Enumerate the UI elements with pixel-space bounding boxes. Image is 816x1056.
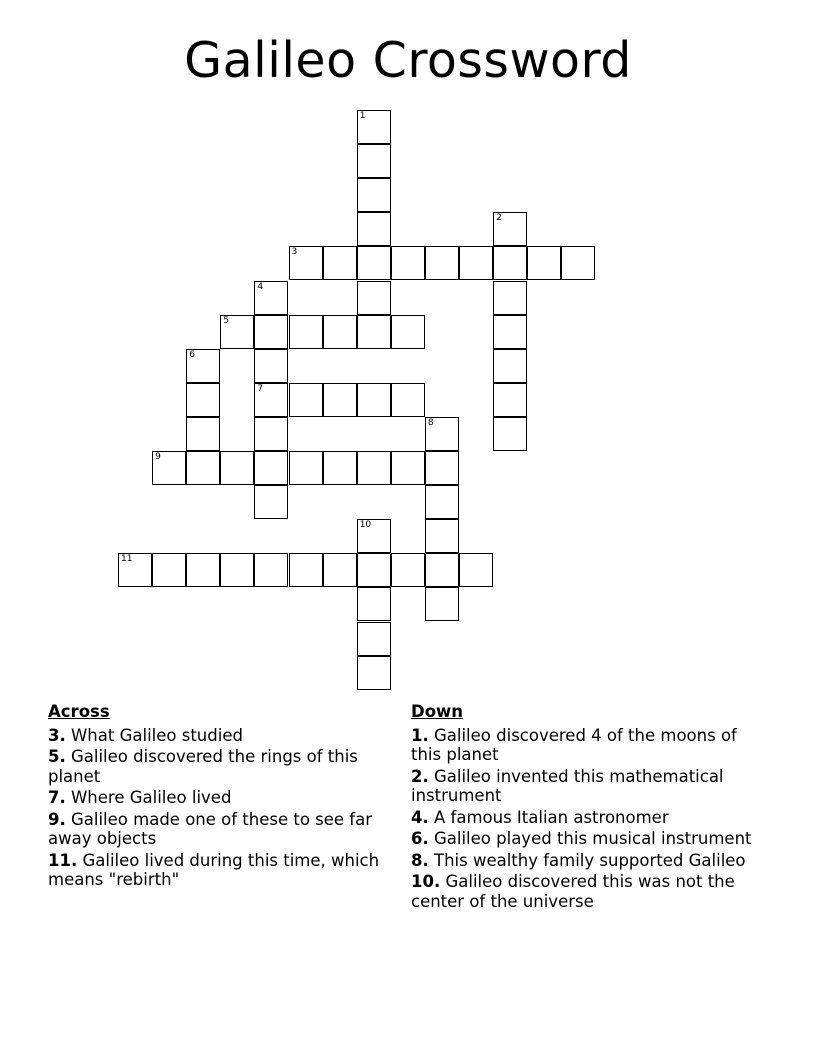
grid-cell[interactable] <box>425 485 459 519</box>
grid-cell[interactable] <box>357 383 391 417</box>
grid-cell[interactable] <box>527 246 561 280</box>
grid-cell[interactable] <box>459 246 493 280</box>
grid-cell[interactable] <box>323 451 357 485</box>
grid-cell[interactable] <box>425 417 459 451</box>
clue-text: A famous Italian astronomer <box>428 807 669 827</box>
across-clue <box>48 726 398 746</box>
grid-cell[interactable] <box>289 246 323 280</box>
clue-number: 10. <box>411 872 441 891</box>
grid-cell[interactable] <box>118 553 152 587</box>
grid-cell[interactable] <box>323 383 357 417</box>
grid-cell[interactable] <box>357 451 391 485</box>
grid-cell[interactable] <box>323 315 357 349</box>
clue-number: 11. <box>48 850 78 870</box>
grid-cell[interactable] <box>561 246 595 280</box>
grid-cell[interactable] <box>391 246 425 280</box>
grid-cell[interactable] <box>425 587 459 621</box>
clue-text: Galileo discovered 4 of the moons of this planet <box>411 725 737 764</box>
clue-text: This wealthy family supported Galileo <box>428 850 746 870</box>
cell-number: 3 <box>291 247 298 258</box>
cell-number: 9 <box>155 452 161 462</box>
grid-cell[interactable] <box>459 553 493 587</box>
clue-number: 6. <box>411 829 429 848</box>
grid-cell[interactable] <box>254 315 288 349</box>
clue-text: Galileo discovered this was not the center of the universe <box>411 872 735 911</box>
cell-number: 2 <box>496 213 502 224</box>
grid-cell[interactable] <box>323 246 357 280</box>
across-clue <box>48 747 398 786</box>
grid-cell[interactable] <box>425 246 459 280</box>
cell-number: 1 <box>359 111 366 121</box>
grid-cell[interactable] <box>254 349 288 383</box>
grid-cell[interactable] <box>152 451 186 485</box>
clue-text: Galileo made one of these to see far away objects <box>48 809 373 848</box>
grid-cell[interactable] <box>357 144 391 178</box>
grid-cell[interactable] <box>493 281 527 315</box>
grid-cell[interactable] <box>357 587 391 621</box>
cell-number: 6 <box>189 349 195 360</box>
clue-number: 4. <box>411 807 429 827</box>
grid-cell[interactable] <box>289 553 323 587</box>
grid-cell[interactable] <box>254 417 288 451</box>
clue-number: 5. <box>48 747 66 766</box>
across-heading: Across <box>48 702 110 721</box>
across-clue-list <box>48 726 398 890</box>
grid-cell[interactable] <box>254 451 288 485</box>
down-clue <box>411 851 771 871</box>
down-clue-list <box>411 726 771 912</box>
grid-cell[interactable] <box>357 656 391 690</box>
across-clues <box>48 702 398 892</box>
grid-cell[interactable] <box>254 281 288 315</box>
cell-number: 4 <box>257 281 264 292</box>
across-clue <box>48 788 398 808</box>
grid-cell[interactable] <box>493 349 527 383</box>
grid-cell[interactable] <box>220 315 254 349</box>
clue-text: Where Galileo lived <box>65 788 232 807</box>
grid-cell[interactable] <box>391 451 425 485</box>
grid-cell[interactable] <box>254 485 288 519</box>
grid-cell[interactable] <box>357 553 391 587</box>
grid-cell[interactable] <box>391 553 425 587</box>
clue-number: 3. <box>48 725 66 745</box>
down-clue <box>411 726 771 765</box>
grid-cell[interactable] <box>357 281 391 315</box>
grid-cell[interactable] <box>357 622 391 656</box>
down-clue <box>411 829 771 849</box>
grid-cell[interactable] <box>289 315 323 349</box>
grid-cell[interactable] <box>357 212 391 246</box>
clue-text: Galileo discovered the rings of this planet <box>48 747 358 786</box>
clue-text: Galileo invented this mathematical instrument <box>411 766 724 805</box>
grid-cell[interactable] <box>357 178 391 212</box>
grid-cell[interactable] <box>186 417 220 451</box>
grid-cell[interactable] <box>289 451 323 485</box>
grid-cell[interactable] <box>357 315 391 349</box>
clue-number: 7. <box>48 788 66 807</box>
grid-cell[interactable] <box>425 451 459 485</box>
grid-cell[interactable] <box>391 383 425 417</box>
grid-cell[interactable] <box>357 246 391 280</box>
down-clues <box>411 702 771 913</box>
clue-text: Galileo lived during this time, which means "rebirth" <box>48 850 380 889</box>
grid-cell[interactable] <box>425 519 459 553</box>
down-heading: Down <box>411 702 464 721</box>
grid-cell[interactable] <box>220 553 254 587</box>
grid-cell[interactable] <box>220 451 254 485</box>
grid-cell[interactable] <box>425 553 459 587</box>
cell-number: 10 <box>359 520 372 531</box>
grid-cell[interactable] <box>323 553 357 587</box>
down-clue <box>411 767 771 806</box>
down-clue <box>411 872 771 911</box>
across-clue <box>48 851 398 890</box>
grid-cell[interactable] <box>152 553 186 587</box>
across-clue <box>48 810 398 849</box>
grid-cell[interactable] <box>186 553 220 587</box>
clue-number: 8. <box>411 850 429 870</box>
grid-cell[interactable] <box>289 383 323 417</box>
grid-cell[interactable] <box>391 315 425 349</box>
clue-number: 2. <box>411 766 429 786</box>
grid-cell[interactable] <box>357 519 391 553</box>
clue-number: 9. <box>48 809 66 829</box>
down-clue <box>411 808 771 828</box>
grid-cell[interactable] <box>186 451 220 485</box>
grid-cell[interactable] <box>493 212 527 246</box>
grid-cell[interactable] <box>186 349 220 383</box>
cell-number: 8 <box>427 417 434 428</box>
grid-cell[interactable] <box>254 383 288 417</box>
grid-cell[interactable] <box>254 553 288 587</box>
cell-number: 5 <box>223 315 230 326</box>
grid-cell[interactable] <box>493 417 527 451</box>
grid-cell[interactable] <box>493 246 527 280</box>
grid-cell[interactable] <box>493 315 527 349</box>
clue-text: What Galileo studied <box>65 725 243 745</box>
grid-cell[interactable] <box>357 110 391 144</box>
grid-cell[interactable] <box>186 383 220 417</box>
cell-number: 11 <box>121 554 133 565</box>
cell-number: 7 <box>257 383 264 394</box>
page-title: Galileo Crossword <box>184 32 632 89</box>
clue-text: Galileo played this musical instrument <box>428 829 752 848</box>
clue-number: 1. <box>411 725 429 745</box>
grid-cell[interactable] <box>493 383 527 417</box>
